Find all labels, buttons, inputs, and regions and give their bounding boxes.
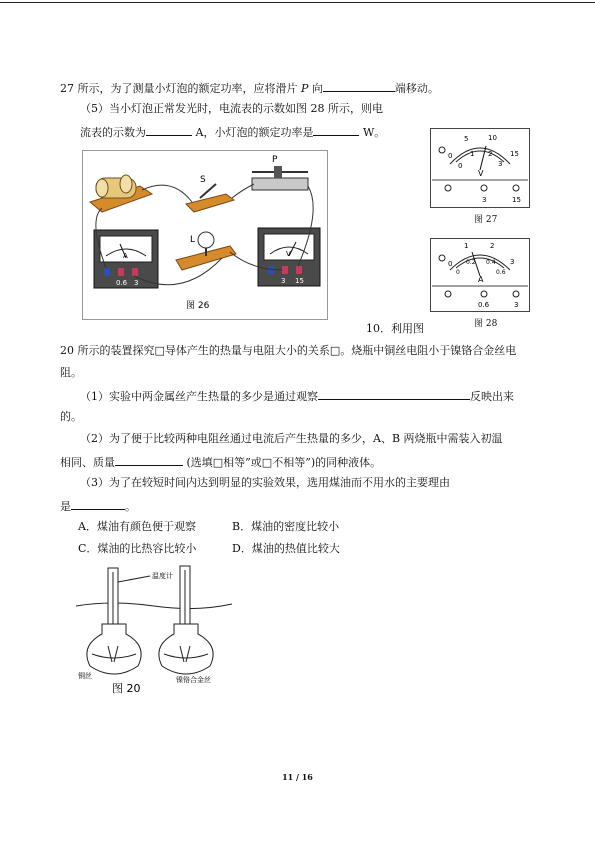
fig20-label-left: 铜丝 [78, 672, 92, 680]
q10-p2-text-a: （2）为了便于比较两种电阻丝通过电流后产生热量的多少，A、B 两烧瓶中需装入初温 [80, 432, 503, 445]
q10-p3-text-b: 是 [60, 500, 71, 513]
answer-blank-current[interactable] [146, 124, 192, 136]
fig28-inner-2: 0.4 [486, 259, 496, 266]
fig28-terminal-1: 3 [514, 301, 519, 309]
option-a[interactable]: A．煤油有颜色便于观察 [78, 520, 196, 533]
q5-text-b: A，小灯泡的额定功率是 [192, 126, 314, 139]
answer-blank-mass[interactable] [115, 454, 183, 466]
fig27-outer-3: 15 [510, 150, 519, 158]
fig26-voltmeter-symbol: V [286, 250, 291, 258]
fig26-voltmeter-terminal-1: 15 [295, 277, 304, 285]
q10-head: 10．利用图 [366, 322, 424, 335]
figure-28 [430, 238, 530, 312]
q5-text-a: 流表的示数为 [80, 126, 146, 139]
q10-part3-line2 [60, 498, 136, 514]
fig27-outer-1: 5 [464, 135, 469, 143]
fig20-label-right: 镍铬合金丝 [176, 676, 211, 684]
fig26-switch-label: S [200, 175, 206, 185]
q10-p1-text-b: 反映出来 [470, 390, 514, 403]
q27-text-post: 端移动。 [394, 82, 439, 95]
fig27-inner-2: 2 [488, 150, 493, 158]
fig28-caption: 图 28 [474, 319, 498, 329]
answer-blank-power[interactable] [313, 124, 359, 136]
option-d[interactable]: D．煤油的热值比较大 [232, 542, 340, 555]
page-number: 11 / 16 [282, 772, 313, 782]
q10-p3-text-a: （3）为了在较短时间内达到明显的实验效果，选用煤油而不用水的主要理由 [80, 476, 450, 489]
q10-line1: 20 所示的装置探究□导体产生的热量与电阻大小的关系□。烧瓶中铜丝电阻小于镍铬合金丝电 [60, 344, 517, 357]
q5-text-c: W。 [359, 126, 386, 139]
q10-p2-text-c: (选填□相等”或□不相等”)的同种液体。 [183, 456, 382, 469]
fig20-caption: 图 20 [112, 682, 141, 695]
fig26-lamp-label: L [190, 235, 196, 245]
fig28-inner-1: 0.2 [466, 259, 476, 266]
figure-20 [72, 562, 236, 696]
fig27-inner-3: 3 [498, 160, 503, 168]
q27-var-p: P [301, 82, 309, 95]
fig26-ammeter-terminal-1: 3 [134, 279, 139, 287]
answer-blank-reason[interactable] [71, 498, 125, 510]
q5-line2 [80, 124, 385, 140]
q10-part2-line2 [60, 454, 381, 470]
answer-blank-observe[interactable] [318, 388, 470, 400]
fig28-outer-0: 0 [448, 260, 453, 268]
fig27-outer-2: 10 [488, 134, 497, 142]
fig26-voltmeter-terminal-0: 3 [281, 277, 286, 285]
q5-line1: （5）当小灯泡正常发光时，电流表的示数如图 28 所示，则电 [80, 102, 383, 115]
fig28-inner-0: 0 [456, 269, 460, 276]
fig27-caption: 图 27 [474, 215, 498, 225]
q10-line2: 阻。 [60, 366, 82, 379]
q10-p1-text-a: （1）实验中两金属丝产生热量的多少是通过观察 [80, 390, 318, 403]
option-c[interactable]: C．煤油的比热容比较小 [78, 542, 197, 555]
fig26-rheostat-label: P [272, 155, 278, 165]
q27-text-pre: 27 所示，为了测量小灯泡的额定功率，应将滑片 [60, 82, 301, 95]
q27-text-mid: 向 [308, 82, 323, 95]
fig26-ammeter-symbol: A [123, 252, 128, 260]
fig27-inner-0: 0 [458, 162, 463, 170]
q10-p3-text-c: 。 [125, 500, 136, 513]
q10-part1 [80, 388, 514, 404]
fig20-label-thermometer: 温度计 [152, 572, 173, 580]
figure-27 [430, 128, 530, 208]
q27-line [60, 80, 439, 96]
figure-26 [82, 150, 328, 320]
fig27-outer-0: 0 [448, 152, 453, 160]
fig26-caption: 图 26 [186, 301, 210, 311]
fig27-inner-1: 1 [470, 150, 475, 158]
fig27-symbol: V [478, 169, 484, 178]
fig28-inner-3: 0.6 [496, 269, 506, 276]
fig28-outer-3: 3 [510, 258, 515, 266]
fig27-terminal-0: 3 [482, 196, 487, 204]
fig27-terminal-1: 15 [512, 196, 521, 204]
fig28-symbol: A [478, 275, 484, 284]
fig28-outer-2: 2 [490, 242, 495, 250]
q10-p1-text-c: 的。 [60, 410, 82, 423]
fig28-outer-1: 1 [464, 242, 469, 250]
answer-blank-direction[interactable] [323, 80, 395, 92]
top-rule [0, 2, 595, 3]
q10-p2-text-b: 相同、质量 [60, 456, 115, 469]
fig26-ammeter-terminal-0: 0.6 [116, 279, 128, 287]
fig28-terminal-0: 0.6 [478, 301, 490, 309]
option-b[interactable]: B．煤油的密度比较小 [232, 520, 340, 533]
